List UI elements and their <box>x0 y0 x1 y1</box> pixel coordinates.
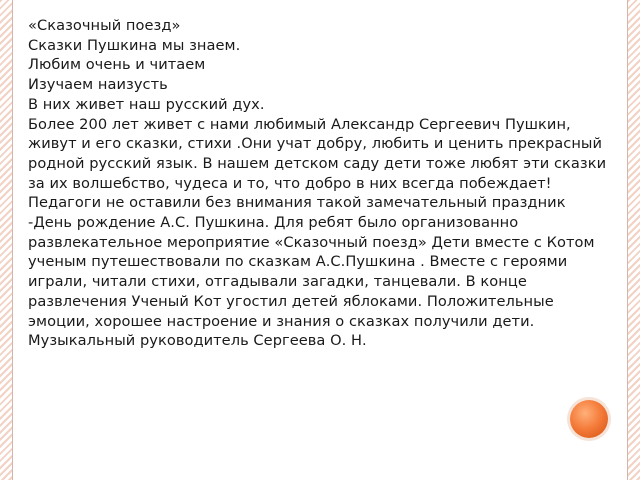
author-signature: Музыкальный руководитель Сергеева О. Н. <box>28 332 367 350</box>
right-border-line <box>627 0 628 480</box>
slide-body-text <box>28 16 612 351</box>
paragraph-intro: Более 200 лет живет с нами любимый Александр Сергеевич Пушкин, живут и его сказки, стихи .Они учат добру, любить и ценить прекрасный родной русский язык. В нашем детском саду дети тоже любят эти сказки за их волшебство, чудеса и то, что добро в них всегда побеждает! <box>28 115 607 192</box>
poem-title: «Сказочный поезд» <box>28 17 181 34</box>
poem-line-4: В них живет наш русский дух. <box>28 95 265 113</box>
orange-circle-decoration <box>570 400 608 438</box>
poem-line-3: Изучаем наизусть <box>28 76 168 94</box>
left-decorative-stripes <box>0 0 12 480</box>
left-border-line <box>12 0 13 480</box>
right-decorative-stripes <box>628 0 640 480</box>
poem-line-2: Любим очень и читаем <box>28 56 206 74</box>
poem-line-1: Сказки Пушкина мы знаем. <box>28 36 241 54</box>
paragraph-event: Педагоги не оставили без внимания такой замечательный праздник -День рождение А.С. Пушкина. Для ребят было организованно развлекательное мероприятие «Сказочный поезд» Дети вместе с Котом ученым путешествовали по сказкам А.С.Пушкина . Вместе с героями играли, читали стихи, отгадывали загадки, танцевали. В конце развлечения Ученый Кот угостил детей яблоками. Положительные эмоции, хорошее настроение и знания о сказках получили дети. <box>28 194 595 330</box>
